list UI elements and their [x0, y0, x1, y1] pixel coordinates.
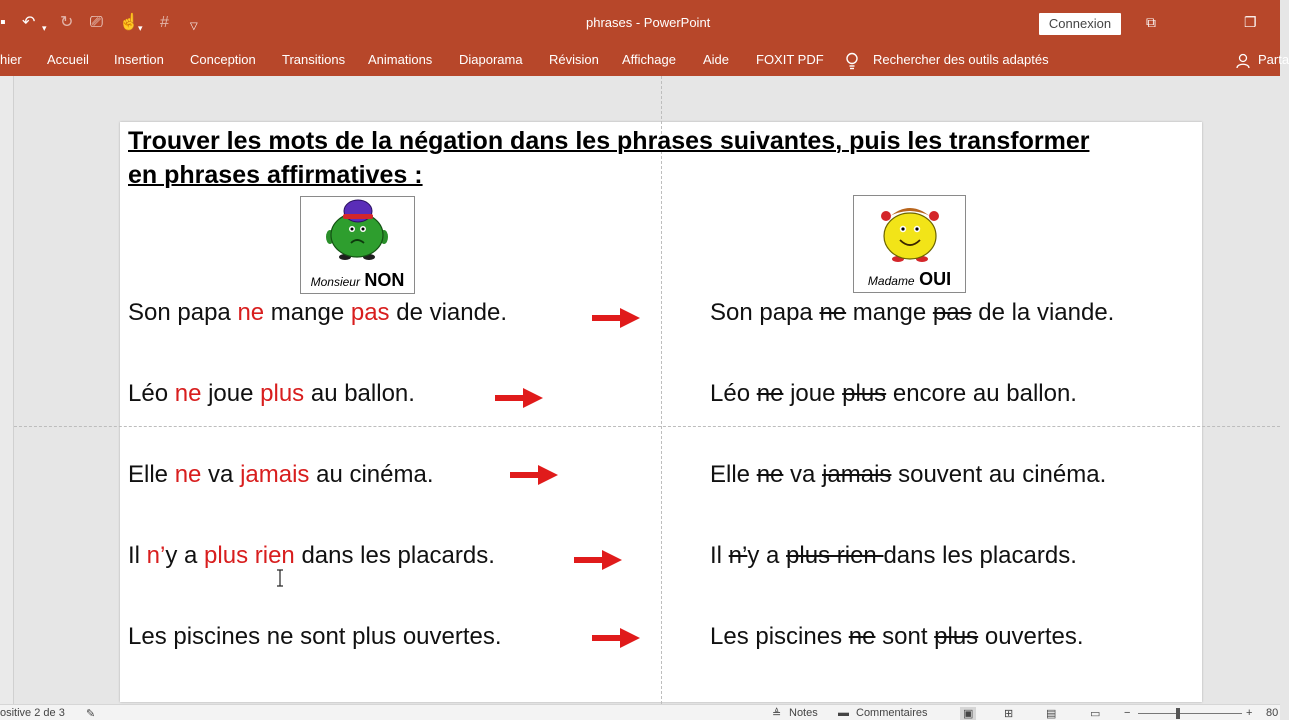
horizontal-guide: [14, 426, 1280, 427]
struck-negation-word: ne: [756, 461, 784, 488]
normal-view-icon[interactable]: ▣: [960, 707, 976, 720]
madame-oui-illustration: [876, 198, 944, 264]
sentence-text: dans les placards.: [883, 542, 1077, 569]
redo-icon[interactable]: ↻: [60, 14, 74, 31]
struck-negation-word: pas: [932, 299, 972, 326]
sentence-text: va: [783, 461, 823, 488]
sentence-text: dans les placards.: [294, 542, 495, 569]
sentence-text: mange: [846, 299, 933, 326]
sentence-text: encore au ballon.: [886, 380, 1077, 407]
slide-heading[interactable]: [128, 124, 1188, 192]
sentence-text: de viande.: [389, 299, 507, 326]
zoom-level[interactable]: 80: [1266, 707, 1279, 719]
window-title: phrases - PowerPoint: [586, 15, 711, 30]
tab-animations[interactable]: Animations: [368, 52, 433, 67]
monsieur-non-card[interactable]: [300, 196, 415, 294]
negative-sentence-1[interactable]: [128, 298, 507, 328]
slide-indicator: ositive 2 de 3: [0, 707, 65, 719]
customize-qat-icon[interactable]: ▽: [190, 21, 198, 32]
negation-word: ne: [174, 461, 202, 488]
undo-dropdown-icon[interactable]: ▾: [42, 23, 47, 33]
sentence-text: Elle: [128, 461, 175, 488]
title-bar: [0, 0, 1280, 46]
zoom-out-icon[interactable]: −: [1124, 707, 1131, 719]
negation-word: ne: [237, 299, 265, 326]
negative-sentence-2[interactable]: [128, 379, 415, 409]
tab-transitions[interactable]: Transitions: [282, 52, 346, 67]
sentence-text: au ballon.: [304, 380, 415, 407]
notes-button[interactable]: Notes: [789, 707, 818, 719]
negation-word: rien: [254, 542, 295, 569]
sentence-text: Elle: [710, 461, 757, 488]
sentence-text: Il: [710, 542, 729, 569]
arrow-right-icon[interactable]: [495, 388, 543, 408]
arrow-right-icon[interactable]: [592, 308, 640, 328]
monsieur-prefix: Monsieur: [310, 275, 360, 289]
sentence-text: Léo: [128, 380, 175, 407]
heading-line-1: Trouver les mots de la négation dans les phrases suivantes, puis les transformer: [128, 127, 1090, 155]
tab-fichier[interactable]: hier: [0, 52, 22, 67]
accessibility-icon[interactable]: ✎: [86, 708, 96, 720]
grid-icon[interactable]: #: [160, 14, 169, 31]
sentence-text: souvent au cinéma.: [891, 461, 1107, 488]
struck-negation-word: n’: [728, 542, 748, 569]
restore-window-icon[interactable]: ❐: [1244, 14, 1257, 30]
struck-negation-word: jamais: [822, 461, 892, 488]
tab-foxit-pdf[interactable]: FOXIT PDF: [756, 52, 824, 67]
search-tools-input[interactable]: Rechercher des outils adaptés: [873, 52, 1049, 67]
lightbulb-icon: [845, 52, 859, 70]
affirmative-sentence-4[interactable]: [710, 541, 1077, 571]
sentence-text: mange: [264, 299, 351, 326]
tab-revision[interactable]: Révision: [549, 52, 599, 67]
sentence-text: va: [201, 461, 241, 488]
negation-word: n’: [146, 542, 166, 569]
touch-mode-icon[interactable]: ☝: [119, 14, 139, 31]
struck-negation-word: plus: [934, 623, 979, 650]
negative-sentence-3[interactable]: [128, 460, 434, 490]
sentence-text: Son papa: [128, 299, 238, 326]
affirmative-sentence-1[interactable]: [710, 298, 1114, 328]
negation-word: plus: [260, 380, 305, 407]
sentence-text: [248, 542, 255, 569]
share-button[interactable]: Parta: [1258, 52, 1289, 67]
arrow-right-icon[interactable]: [574, 550, 622, 570]
arrow-right-icon[interactable]: [592, 628, 640, 648]
sentence-text: joue: [201, 380, 261, 407]
sentence-text: y a: [747, 542, 787, 569]
ribbon-tabs: [0, 46, 1289, 76]
notes-icon[interactable]: ≜: [772, 708, 782, 720]
heading-line-2: en phrases affirmatives :: [128, 161, 423, 189]
tab-aide[interactable]: Aide: [703, 52, 730, 67]
sentence-text: Il: [128, 542, 147, 569]
slide-sorter-icon[interactable]: ⊞: [1004, 708, 1014, 720]
negative-sentence-5[interactable]: [128, 622, 502, 652]
zoom-slider[interactable]: [1138, 713, 1242, 714]
slideshow-icon[interactable]: ▭: [1090, 708, 1101, 720]
zoom-in-icon[interactable]: +: [1246, 707, 1253, 719]
affirmative-sentence-3[interactable]: [710, 460, 1106, 490]
sentence-text: joue: [783, 380, 843, 407]
sentence-text: au cinéma.: [309, 461, 434, 488]
negation-word: ne: [174, 380, 202, 407]
madame-oui-card[interactable]: [853, 195, 966, 293]
ribbon-display-icon[interactable]: ⧉: [1146, 14, 1156, 30]
thumbnail-pane-edge[interactable]: [0, 76, 14, 704]
sentence-text: y a: [165, 542, 205, 569]
tab-insertion[interactable]: Insertion: [114, 52, 164, 67]
negative-sentence-4[interactable]: [128, 541, 495, 571]
struck-negation-word: ne: [819, 299, 847, 326]
monsieur-non-illustration: [325, 199, 391, 263]
zoom-slider-thumb[interactable]: [1176, 708, 1180, 719]
sentence-text: de la viande.: [971, 299, 1115, 326]
madame-prefix: Madame: [867, 274, 915, 288]
monsieur-non-label: [301, 270, 414, 291]
sentence-text: Les piscines ne sont plus ouvertes.: [128, 623, 502, 650]
status-bar: [0, 704, 1280, 720]
struck-negation-word: ne: [756, 380, 784, 407]
presentation-icon[interactable]: ⎚: [90, 14, 103, 31]
arrow-right-icon[interactable]: [510, 465, 558, 485]
sentence-text: sont: [875, 623, 935, 650]
save-icon[interactable]: ▪: [0, 14, 6, 31]
tab-conception[interactable]: Conception: [190, 52, 256, 67]
sentence-text: ouvertes.: [978, 623, 1084, 650]
struck-negation-word: plus: [842, 380, 887, 407]
affirmative-sentence-5[interactable]: [710, 622, 1084, 652]
undo-icon[interactable]: ↶: [22, 14, 36, 31]
negation-word: plus: [204, 542, 249, 569]
struck-negation-word: plus rien: [786, 542, 884, 569]
comments-button[interactable]: Commentaires: [856, 707, 928, 719]
tab-diaporama[interactable]: Diaporama: [459, 52, 523, 67]
affirmative-sentence-2[interactable]: [710, 379, 1077, 409]
tab-affichage[interactable]: Affichage: [622, 52, 676, 67]
comments-icon[interactable]: ▬: [838, 707, 849, 719]
sentence-text: Son papa: [710, 299, 820, 326]
reading-view-icon[interactable]: ▤: [1046, 708, 1057, 720]
tab-accueil[interactable]: Accueil: [47, 52, 89, 67]
text-cursor-icon: [276, 569, 284, 587]
madame-oui-label: [854, 269, 965, 290]
oui-name: OUI: [919, 269, 952, 289]
touch-dropdown-icon[interactable]: ▾: [138, 23, 143, 33]
non-name: NON: [364, 270, 405, 290]
struck-negation-word: ne: [848, 623, 876, 650]
negation-word: pas: [350, 299, 390, 326]
share-person-icon[interactable]: [1236, 53, 1252, 69]
sentence-text: Léo: [710, 380, 757, 407]
negation-word: jamais: [240, 461, 310, 488]
sentence-text: Les piscines: [710, 623, 849, 650]
signin-button[interactable]: Connexion: [1039, 13, 1121, 35]
